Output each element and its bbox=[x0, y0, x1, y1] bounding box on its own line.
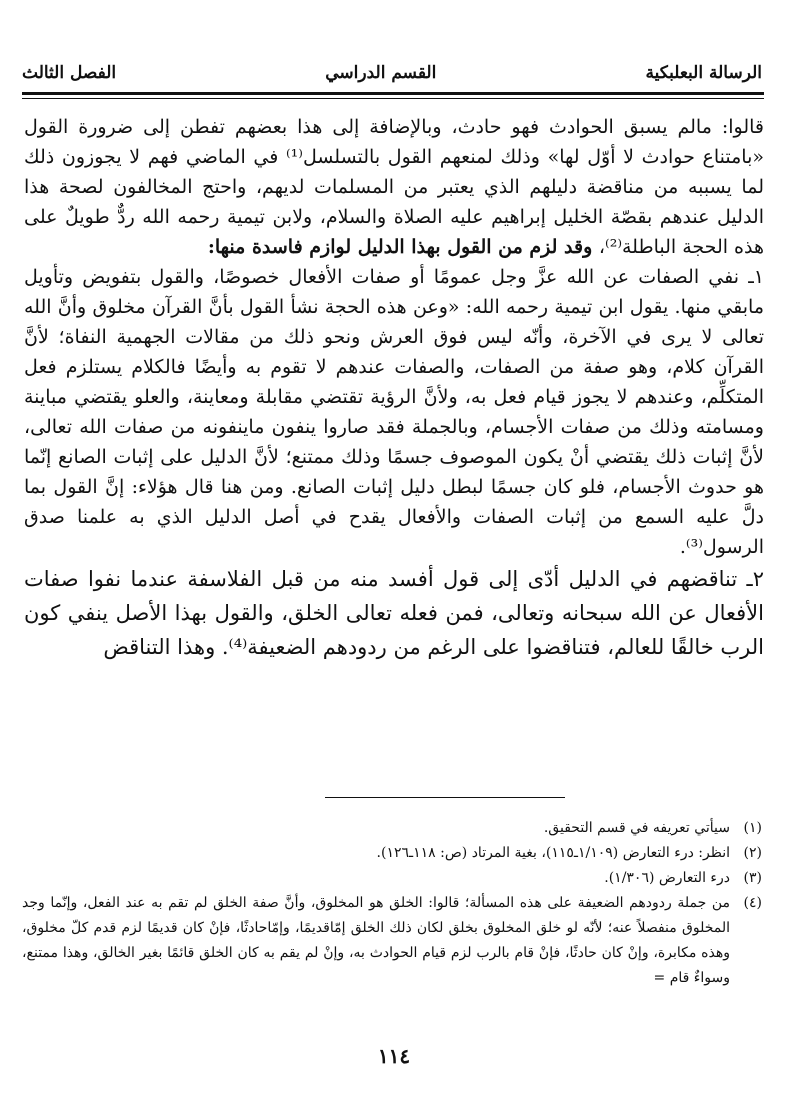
page-number: ١١٤ bbox=[377, 1044, 411, 1068]
footnote bbox=[22, 866, 762, 891]
paragraph-intro bbox=[24, 112, 764, 262]
footnote-text: من جملة ردودهم الضعيفة على هذه المسألة؛ قالوا: الخلق هو المخلوق، وأنَّ صفة الخلق لم تقم به عند الفعل، وإنّما وجد المخلوق منفصلاً عنه؛ لأنّه لو خلق المخلوق بخلق لكان ذلك الخلق إمّاقديمًا، وإمّاحادثًا، فإنْ كان قديمًا لزم قدم كلّ مخلوق، وهذه مكابرة، وإنْ كان حادثًا، فإنْ قام بالرب لزم قيام الحوادث به، وإنْ لم يقم به كان الخلق قائمًا بغير الخالق، وهذا ممتنع، وسواءٌ قام = bbox=[22, 895, 730, 986]
footnote-number: (٤) bbox=[743, 895, 762, 911]
header-section-title: القسم الدراسي bbox=[325, 63, 437, 83]
footnote bbox=[22, 841, 762, 866]
footnote-number: (٢) bbox=[743, 845, 762, 861]
running-header bbox=[22, 56, 762, 90]
paragraph-point-1: ١ـ نفي الصفات عن الله عزَّ وجل عمومًا أو صفات الأفعال خصوصًا، والقول بتفويض وتأويل مابقي منها. يقول ابن تيمية رحمه الله: «وعن هذه الحجة نشأ القول بأنَّ القرآن مخلوق وأنَّ الله تعالى لا يرى في الآخرة، وأنّه ليس فوق العرش ونحو ذلك من مقالات الجهمية النفاة؛ لأنَّ القرآن كلام، وهو صفة من الصفات، والصفات عندهم لا تقوم به وأيضًا فالكلام يستلزم فعل المتكلِّم، وعندهم لا يجوز قيام فعل به، ولأنَّ الرؤية تقتضي مقابلة ومعاينة، والعلو يقتضي مباينة ومسامته وذلك من صفات الأجسام، وبالجملة فقد صاروا ينفون ماينفونه من صفات الله تعالى، لأنَّ إثبات ذلك يقتضي أنْ يكون الموصوف جسمًا وذلك ممتنع؛ لأنَّ الدليل على إثبات الصانع إنّما هو حدوث الأجسام، فلو كان جسمًا لبطل دليل إثبات الصانع. ومن هنا قال هؤلاء: إنَّ القول بما دلَّ عليه السمع من إثبات الصفات والأفعال يقدح في أصل الدليل الذي به علمنا صدق الرسول⁽³⁾. bbox=[24, 266, 764, 558]
footnote-text: سيأتي تعريفه في قسم التحقيق. bbox=[543, 820, 730, 836]
footnote bbox=[22, 816, 762, 841]
paragraph-intro-bold: وقد لزم من القول بهذا الدليل لوازم فاسدة منها: bbox=[207, 236, 599, 258]
footnotes bbox=[22, 816, 762, 991]
header-chapter-title: الفصل الثالث bbox=[22, 63, 117, 83]
paragraph-point-2: ٢ـ تناقضهم في الدليل أدّى إلى قول أفسد منه من قبل الفلاسفة عندما نفوا صفات الأفعال عن الله سبحانه وتعالى، فمن فعله تعالى الخلق، والقول بهذا الأصل ينفي كون الرب خالقًا للعالم، فتناقضوا على الرغم من ردودهم الضعيفة⁽⁴⁾. وهذا التناقض bbox=[24, 567, 764, 659]
header-rule-thick bbox=[22, 92, 764, 95]
footnote bbox=[22, 891, 762, 991]
main-text bbox=[24, 112, 764, 664]
footnote-number: (١) bbox=[743, 820, 762, 836]
paragraph-intro-text: قالوا: مالم يسبق الحوادث فهو حادث، وبالإضافة إلى هذا بعضهم تفطن إلى ضرورة القول «بامتناع حوادث لا أوّل لها» وذلك لمنعهم القول بالتسلسل⁽¹⁾ في الماضي فهم لا يجوزون ذلك لما يسببه من مناقضة دليلهم الذي يعتبر من المسلمات لديهم، واحتج المخالفون لصحة هذا الدليل عندهم بقصّة الخليل إبراهيم عليه الصلاة والسلام، ولابن تيمية رحمه الله ردٌّ طويلٌ على هذه الحجة الباطلة⁽²⁾، bbox=[24, 116, 764, 258]
header-rule-thin bbox=[22, 98, 764, 99]
footnote-text: انظر: درء التعارض (١/١٠٩ـ١١٥)، بغية المرتاد (ص: ١١٨ـ١٢٦). bbox=[376, 845, 730, 861]
header-book-title: الرسالة البعلبكية bbox=[645, 63, 762, 83]
footnote-separator bbox=[325, 797, 565, 798]
footnote-text: درء التعارض (١/٣٠٦). bbox=[604, 870, 730, 886]
footnote-number: (٣) bbox=[743, 870, 762, 886]
